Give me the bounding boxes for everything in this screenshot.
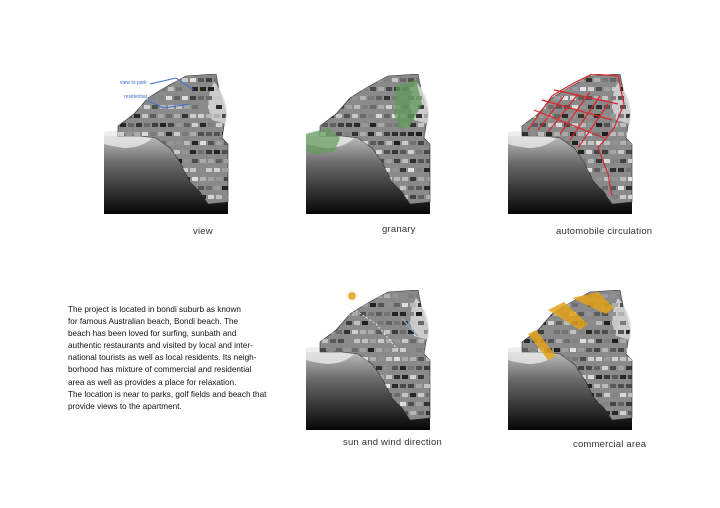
map-commercial bbox=[508, 290, 636, 430]
caption-commercial: commercial area bbox=[573, 439, 647, 450]
map-sun bbox=[306, 290, 434, 430]
aerial-map-automobile bbox=[508, 74, 636, 214]
aerial-map-sun bbox=[306, 290, 434, 430]
project-description bbox=[68, 304, 298, 413]
caption-automobile: automobile circulation bbox=[556, 226, 653, 237]
map-granary bbox=[306, 74, 434, 214]
aerial-map-commercial bbox=[508, 290, 636, 430]
caption-view: view bbox=[193, 226, 213, 237]
annotation-residential: residential bbox=[124, 94, 147, 100]
map-view bbox=[104, 74, 232, 214]
caption-granary: granary bbox=[382, 224, 416, 235]
description-text: The project is located in bondi suburb as known for famous Australian beach, Bondi beach. The beach has been loved for surfing, sunbath and authentic restaurants and visited by local and inter- national tourists as well as local residents. Its neigh- borhood has mixture of commercial and residential area as well as provides a place for relaxation. The location is near to parks, golf fields and beach that provide views to the apartment. bbox=[68, 305, 267, 411]
annotation-view-to-park: view to park bbox=[120, 80, 147, 86]
aerial-map-granary bbox=[306, 74, 434, 214]
caption-sun: sun and wind direction bbox=[343, 437, 442, 448]
map-automobile bbox=[508, 74, 636, 214]
